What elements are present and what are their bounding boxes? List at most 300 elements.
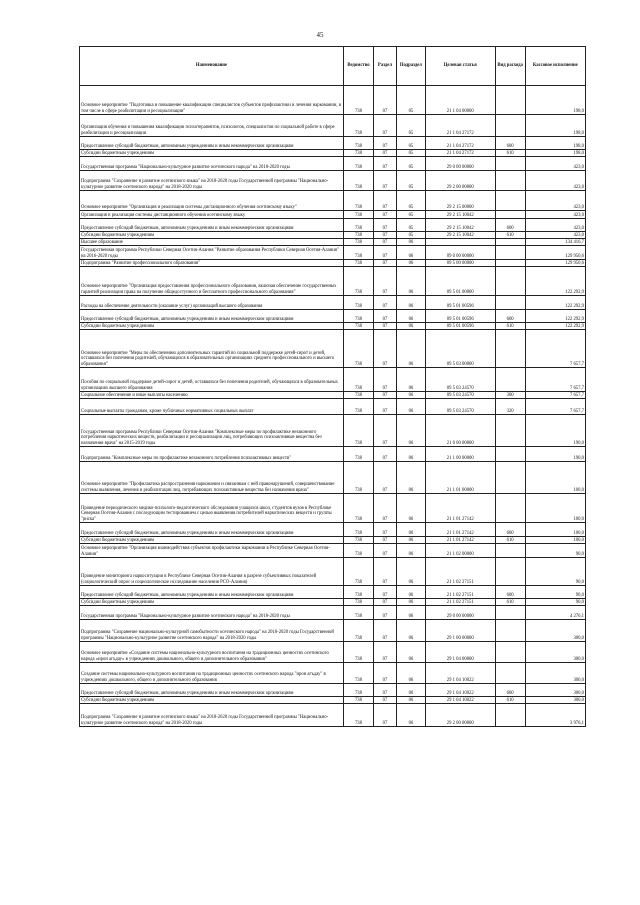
budget-table xyxy=(79,46,586,727)
cell-dept: 738 xyxy=(343,246,373,260)
cell-dept: 738 xyxy=(343,219,373,232)
cell-subsection: 06 xyxy=(396,606,425,620)
cell-amount: 7 657,7 xyxy=(525,368,585,392)
cell-name: Социальные выплаты гражданам, кроме публичных нормативных социальных выплат xyxy=(80,399,344,415)
cell-dept: 738 xyxy=(343,232,373,239)
table-row xyxy=(80,599,586,606)
table-row xyxy=(80,697,586,704)
cell-type: 610 xyxy=(495,232,525,239)
cell-dept: 738 xyxy=(343,663,373,684)
cell-subsection: 06 xyxy=(396,399,425,415)
cell-subsection: 06 xyxy=(396,620,425,642)
table-row xyxy=(80,663,586,684)
cell-target: 09 0 00 00000 xyxy=(425,246,495,260)
cell-type: 300 xyxy=(495,392,525,399)
cell-name: Подпрограмма "Сохранение национально-культурной самобытности осетинского народа" на 2018-2020 годы Государственной программы "Национально-культурное развитие осетинского народа" на 2018-2020 годы xyxy=(80,620,344,642)
cell-dept: 738 xyxy=(343,523,373,537)
cell-dept: 738 xyxy=(343,586,373,599)
cell-name: Организация обучения и повышения квалификации психотерапевтов, психологов, специалистов по социальной работе в сфере реабилитации и ресоциализации xyxy=(80,115,344,137)
header-type: Вид расхода xyxy=(495,47,525,86)
cell-dept: 738 xyxy=(343,537,373,544)
cell-section: 07 xyxy=(374,399,397,415)
cell-amount: 198,0 xyxy=(525,86,585,115)
cell-type xyxy=(495,171,525,191)
cell-section: 07 xyxy=(374,150,397,157)
table-row xyxy=(80,494,586,523)
cell-dept: 738 xyxy=(343,415,373,447)
cell-name: Основное мероприятие "Меры по обеспечению дополнительных гарантий по социальной поддержке детей-сирот и детей, оставшихся без попечения родителей, обучающихся в образовательных организациях среднего профессионального и высшего образования" xyxy=(80,330,344,368)
cell-name: Предоставление субсидий бюджетным, автономным учреждениям и иным некоммерческим организациям xyxy=(80,523,344,537)
table-row xyxy=(80,191,586,211)
cell-subsection: 06 xyxy=(396,523,425,537)
cell-dept: 738 xyxy=(343,115,373,137)
cell-target: 29 0 00 00000 xyxy=(425,157,495,171)
cell-type xyxy=(495,267,525,296)
cell-type: 600 xyxy=(495,586,525,599)
cell-dept: 738 xyxy=(343,447,373,462)
cell-target: 21 1 01 27142 xyxy=(425,537,495,544)
cell-section: 07 xyxy=(374,537,397,544)
cell-target: 29 1 00 00000 xyxy=(425,620,495,642)
cell-amount: 90,0 xyxy=(525,558,585,586)
cell-section: 07 xyxy=(374,663,397,684)
cell-name: Основное мероприятие "Подготовка и повышение квалификации специалистов субъектов профилактики и лечения наркомании, в том числе в сфере реабилитации и ресоциализации" xyxy=(80,86,344,115)
cell-name: Организация и реализация системы дистанционного обучения осетинскому языку xyxy=(80,211,344,219)
cell-section: 07 xyxy=(374,330,397,368)
cell-amount: 122 292,9 xyxy=(525,310,585,323)
cell-subsection: 06 xyxy=(396,558,425,586)
cell-subsection: 06 xyxy=(396,296,425,310)
cell-subsection: 05 xyxy=(396,171,425,191)
cell-target: 21 1 04 00000 xyxy=(425,86,495,115)
cell-subsection: 06 xyxy=(396,642,425,663)
cell-type: 610 xyxy=(495,323,525,330)
header-section: Раздел xyxy=(374,47,397,86)
cell-target: 21 1 01 27142 xyxy=(425,494,495,523)
cell-section: 07 xyxy=(374,260,397,267)
cell-target: 09 5 00 00000 xyxy=(425,260,495,267)
cell-subsection: 06 xyxy=(396,537,425,544)
header-target: Целевая статья xyxy=(425,47,495,86)
table-row xyxy=(80,115,586,137)
cell-subsection: 06 xyxy=(396,544,425,558)
cell-target: 21 1 04 27172 xyxy=(425,137,495,150)
cell-target: 09 5 01 00596 xyxy=(425,323,495,330)
cell-type xyxy=(495,447,525,462)
cell-section: 07 xyxy=(374,296,397,310)
cell-subsection: 06 xyxy=(396,260,425,267)
cell-section: 07 xyxy=(374,392,397,399)
cell-type: 600 xyxy=(495,684,525,697)
cell-dept: 738 xyxy=(343,620,373,642)
cell-type xyxy=(495,211,525,219)
table-row xyxy=(80,211,586,219)
cell-type: 320 xyxy=(495,399,525,415)
cell-amount: 190,0 xyxy=(525,415,585,447)
cell-name: Предоставление субсидий бюджетным, автономным учреждениям и иным некоммерческим организациям xyxy=(80,137,344,150)
cell-type: 610 xyxy=(495,537,525,544)
cell-amount: 90,0 xyxy=(525,586,585,599)
cell-subsection: 05 xyxy=(396,86,425,115)
cell-section: 07 xyxy=(374,219,397,232)
cell-type: 610 xyxy=(495,599,525,606)
cell-type xyxy=(495,415,525,447)
cell-amount: 7 657,7 xyxy=(525,392,585,399)
table-row xyxy=(80,150,586,157)
table-row xyxy=(80,330,586,368)
cell-dept: 738 xyxy=(343,211,373,219)
cell-amount: 423,0 xyxy=(525,171,585,191)
cell-amount: 300,0 xyxy=(525,684,585,697)
cell-amount: 134 416,7 xyxy=(525,239,585,246)
cell-section: 07 xyxy=(374,310,397,323)
cell-name: Подпрограмма "Комплексные меры по профилактике незаконного потребления психоактивных веществ" xyxy=(80,447,344,462)
cell-name: Подпрограмма "Развитие профессионального образования" xyxy=(80,260,344,267)
table-row xyxy=(80,642,586,663)
table-row xyxy=(80,537,586,544)
cell-type xyxy=(495,157,525,171)
cell-name: Основное мероприятие «Создание системы национально-культурного воспитания на традиционных ценностях осетинского народа «ирон агъдау» в учреждениях дошкольного, общего и дополнительного образования" xyxy=(80,642,344,663)
cell-section: 07 xyxy=(374,415,397,447)
cell-amount: 122 292,9 xyxy=(525,323,585,330)
cell-amount: 423,0 xyxy=(525,232,585,239)
cell-target: 09 5 03 00000 xyxy=(425,330,495,368)
cell-section: 07 xyxy=(374,157,397,171)
cell-target: 21 0 00 00000 xyxy=(425,415,495,447)
table-row xyxy=(80,447,586,462)
cell-dept: 738 xyxy=(343,494,373,523)
cell-section: 07 xyxy=(374,620,397,642)
cell-dept: 738 xyxy=(343,323,373,330)
cell-amount: 100,0 xyxy=(525,523,585,537)
table-row xyxy=(80,267,586,296)
cell-type xyxy=(495,544,525,558)
cell-subsection: 06 xyxy=(396,704,425,727)
cell-name: Государственная программа Республики Северная Осетия-Алания "Комплексные меры по профилактике незаконного потребления наркотических веществ, реабилитации и ресоциализации лиц, потребляющих психоактивные вещества без назначения врача" на 2015-2019 годы xyxy=(80,415,344,447)
table-row xyxy=(80,246,586,260)
cell-target: 09 5 01 00596 xyxy=(425,296,495,310)
cell-section: 07 xyxy=(374,599,397,606)
cell-target: 21 1 02 27151 xyxy=(425,558,495,586)
cell-target: 29 2 00 00000 xyxy=(425,171,495,191)
cell-type xyxy=(495,642,525,663)
cell-target: 21 1 02 00000 xyxy=(425,544,495,558)
header-dept: Ведомство xyxy=(343,47,373,86)
cell-amount: 122 292,9 xyxy=(525,267,585,296)
cell-name: Расходы на обеспечение деятельности (оказание услуг) организаций высшего образования xyxy=(80,296,344,310)
cell-target: 21 1 04 27172 xyxy=(425,115,495,137)
cell-name: Субсидии бюджетным учреждениям xyxy=(80,599,344,606)
cell-section: 07 xyxy=(374,558,397,586)
cell-type xyxy=(495,330,525,368)
cell-amount: 3 976,1 xyxy=(525,704,585,727)
table-row xyxy=(80,704,586,727)
table-row xyxy=(80,684,586,697)
cell-section: 07 xyxy=(374,697,397,704)
cell-target: 29 2 15 10042 xyxy=(425,219,495,232)
cell-target: 09 5 03 24570 xyxy=(425,368,495,392)
cell-target: 29 1 04 00000 xyxy=(425,642,495,663)
cell-subsection: 06 xyxy=(396,415,425,447)
cell-amount: 7 657,7 xyxy=(525,399,585,415)
cell-subsection: 06 xyxy=(396,494,425,523)
cell-name: Подпрограмма "Сохранение и развитие осетинского языка" на 2018-2020 годы Государственной программы "Национально-культурное развитие осетинского народа" на 2018-2020 годы xyxy=(80,704,344,727)
cell-target: 29 1 04 10022 xyxy=(425,663,495,684)
cell-subsection: 05 xyxy=(396,191,425,211)
cell-name: Проведение периодического медико-психолого-педагогического обследования учащихся школ, студентов вузов в Республике Северная Осетия-Алания с последующим тестированием с целью выявления потребителей наркотических веществ и группы "риска" xyxy=(80,494,344,523)
cell-amount: 7 657,7 xyxy=(525,330,585,368)
cell-type xyxy=(495,296,525,310)
cell-type xyxy=(495,620,525,642)
cell-type: 610 xyxy=(495,150,525,157)
cell-target: 29 1 04 10022 xyxy=(425,697,495,704)
table-row xyxy=(80,462,586,494)
cell-dept: 738 xyxy=(343,399,373,415)
cell-name: Субсидии бюджетным учреждениям xyxy=(80,232,344,239)
cell-dept: 738 xyxy=(343,606,373,620)
cell-target: 21 1 01 00000 xyxy=(425,462,495,494)
cell-section: 07 xyxy=(374,704,397,727)
cell-subsection: 06 xyxy=(396,330,425,368)
cell-dept: 738 xyxy=(343,599,373,606)
cell-type xyxy=(495,115,525,137)
cell-amount: 423,0 xyxy=(525,219,585,232)
cell-subsection: 05 xyxy=(396,137,425,150)
table-row xyxy=(80,232,586,239)
cell-amount: 129 950,6 xyxy=(525,246,585,260)
table-row xyxy=(80,399,586,415)
cell-type xyxy=(495,704,525,727)
cell-amount: 100,0 xyxy=(525,537,585,544)
cell-subsection: 05 xyxy=(396,211,425,219)
cell-dept: 738 xyxy=(343,260,373,267)
cell-name: Основное мероприятие "Профилактика распространения наркомании и связанным с ней правонарушений, совершенствование системы выявления, лечения и реабилитации лиц, потребляющих психоактивные вещества без назначения врача" xyxy=(80,462,344,494)
cell-dept: 738 xyxy=(343,171,373,191)
cell-name: Субсидии бюджетным учреждениям xyxy=(80,697,344,704)
cell-type xyxy=(495,246,525,260)
cell-name: Создание системы национально-культурного воспитания на традиционных ценностях осетинского народа "ирон агъдау" в учреждениях дошкольного, общего и дополнительного образования xyxy=(80,663,344,684)
cell-subsection: 05 xyxy=(396,115,425,137)
cell-section: 07 xyxy=(374,171,397,191)
cell-subsection: 06 xyxy=(396,368,425,392)
cell-target: 29 2 15 10042 xyxy=(425,232,495,239)
table-row xyxy=(80,620,586,642)
cell-target: 21 1 00 00000 xyxy=(425,447,495,462)
cell-section: 07 xyxy=(374,642,397,663)
cell-subsection: 05 xyxy=(396,150,425,157)
cell-amount: 198,0 xyxy=(525,150,585,157)
cell-name: Предоставление субсидий бюджетным, автономным учреждениям и иным некоммерческим организациям xyxy=(80,586,344,599)
cell-name: Государственная программа "Национально-культурное развитие осетинского народа" на 2018-2020 годы xyxy=(80,157,344,171)
cell-type xyxy=(495,606,525,620)
cell-subsection: 05 xyxy=(396,157,425,171)
cell-name: Предоставление субсидий бюджетным, автономным учреждениям и иным некоммерческим организациям xyxy=(80,684,344,697)
cell-name: Субсидии бюджетным учреждениям xyxy=(80,150,344,157)
cell-dept: 738 xyxy=(343,368,373,392)
cell-name: Предоставление субсидий бюджетным, автономным учреждениям и иным некоммерческим организациям xyxy=(80,310,344,323)
table-row xyxy=(80,171,586,191)
cell-amount: 300,0 xyxy=(525,663,585,684)
table-body xyxy=(80,86,586,727)
header-name: Наименование xyxy=(80,47,344,86)
cell-section: 07 xyxy=(374,239,397,246)
cell-subsection: 06 xyxy=(396,323,425,330)
cell-target: 29 2 15 10042 xyxy=(425,211,495,219)
cell-target: 09 5 03 24570 xyxy=(425,392,495,399)
cell-target: 21 1 02 27151 xyxy=(425,586,495,599)
cell-amount: 198,0 xyxy=(525,115,585,137)
cell-section: 07 xyxy=(374,137,397,150)
cell-section: 07 xyxy=(374,586,397,599)
table-row xyxy=(80,368,586,392)
cell-name: Государственная программа Республики Северная Осетия-Алания "Развитие образования Республики Северная Осетия-Алания" на 2016-2020 годы xyxy=(80,246,344,260)
cell-subsection: 06 xyxy=(396,586,425,599)
cell-section: 07 xyxy=(374,86,397,115)
cell-dept: 738 xyxy=(343,267,373,296)
cell-subsection: 06 xyxy=(396,246,425,260)
cell-name: Субсидии бюджетным учреждениям xyxy=(80,323,344,330)
cell-section: 07 xyxy=(374,267,397,296)
cell-type xyxy=(495,260,525,267)
cell-name: Предоставление субсидий бюджетным, автономным учреждениям и иным некоммерческим организациям xyxy=(80,219,344,232)
cell-type xyxy=(495,368,525,392)
cell-subsection: 06 xyxy=(396,239,425,246)
table-row xyxy=(80,415,586,447)
cell-amount: 90,0 xyxy=(525,544,585,558)
cell-section: 07 xyxy=(374,684,397,697)
cell-amount: 4 276,1 xyxy=(525,606,585,620)
cell-target: 29 2 15 00000 xyxy=(425,191,495,211)
cell-section: 07 xyxy=(374,191,397,211)
cell-dept: 738 xyxy=(343,310,373,323)
table-row xyxy=(80,219,586,232)
cell-amount: 300,0 xyxy=(525,620,585,642)
table-row xyxy=(80,157,586,171)
cell-target: 29 0 00 00000 xyxy=(425,606,495,620)
cell-amount: 300,0 xyxy=(525,697,585,704)
cell-target: 09 5 03 24570 xyxy=(425,399,495,415)
cell-name: Субсидии бюджетным учреждениям xyxy=(80,537,344,544)
cell-subsection: 06 xyxy=(396,599,425,606)
cell-dept: 738 xyxy=(343,697,373,704)
cell-dept: 738 xyxy=(343,239,373,246)
cell-subsection: 06 xyxy=(396,267,425,296)
cell-name: Основное мероприятие "Организация и реализация системы дистанционного обучения осетинскому языку" xyxy=(80,191,344,211)
cell-name: Пособия по социальной поддержке детей-сирот и детей, оставшихся без попечения родителей, обучающихся в образовательных организациях высшего образования xyxy=(80,368,344,392)
cell-section: 07 xyxy=(374,494,397,523)
cell-section: 07 xyxy=(374,115,397,137)
cell-target xyxy=(425,239,495,246)
cell-target: 09 5 01 00596 xyxy=(425,310,495,323)
cell-target: 21 1 01 27142 xyxy=(425,523,495,537)
cell-type: 600 xyxy=(495,310,525,323)
table-row xyxy=(80,323,586,330)
cell-type xyxy=(495,663,525,684)
cell-section: 07 xyxy=(374,462,397,494)
cell-section: 07 xyxy=(374,606,397,620)
header-subsection: Подраздел xyxy=(396,47,425,86)
table-row xyxy=(80,586,586,599)
cell-section: 07 xyxy=(374,523,397,537)
table-row xyxy=(80,260,586,267)
table-row xyxy=(80,392,586,399)
cell-subsection: 05 xyxy=(396,219,425,232)
table-row xyxy=(80,523,586,537)
table-row xyxy=(80,86,586,115)
cell-dept: 738 xyxy=(343,704,373,727)
cell-name: Проведение мониторинга наркоситуации в Республике Северная Осетия-Алания в разрезе субъективных показателей (социологический опрос и социологическое исследование населения РСО-Алания) xyxy=(80,558,344,586)
cell-dept: 738 xyxy=(343,330,373,368)
cell-section: 07 xyxy=(374,246,397,260)
page-number: 45 xyxy=(316,31,324,39)
cell-type xyxy=(495,239,525,246)
cell-amount: 198,0 xyxy=(525,137,585,150)
cell-subsection: 06 xyxy=(396,310,425,323)
cell-dept: 738 xyxy=(343,137,373,150)
cell-target: 29 2 00 00000 xyxy=(425,704,495,727)
cell-name: Подпрограмма "Сохранение и развитие осетинского языка" на 2018-2020 годы Государственной программы "Национально-культурное развитие осетинского народа" на 2018-2020 годы xyxy=(80,171,344,191)
cell-amount: 122 292,9 xyxy=(525,296,585,310)
cell-dept: 738 xyxy=(343,150,373,157)
table-header-row xyxy=(80,47,586,86)
table-row xyxy=(80,296,586,310)
cell-subsection: 06 xyxy=(396,447,425,462)
cell-type: 610 xyxy=(495,697,525,704)
cell-section: 07 xyxy=(374,211,397,219)
cell-type xyxy=(495,86,525,115)
cell-subsection: 06 xyxy=(396,684,425,697)
table-row xyxy=(80,558,586,586)
cell-type xyxy=(495,462,525,494)
cell-name: Основное мероприятие "Организация предоставления профессионального образования, включая обеспечение государственных гарантий реализации права на получение общедоступного и бесплатного профессионального образования" xyxy=(80,267,344,296)
table-row xyxy=(80,137,586,150)
cell-dept: 738 xyxy=(343,157,373,171)
cell-name: Государственная программа "Национально-культурное развитие осетинского народа" на 2018-2020 годы xyxy=(80,606,344,620)
table-row xyxy=(80,239,586,246)
cell-name: Основное мероприятие "Организация взаимодействия субъектов профилактики наркомании в Республике Северная Осетия-Алания" xyxy=(80,544,344,558)
cell-type: 600 xyxy=(495,137,525,150)
cell-dept: 738 xyxy=(343,191,373,211)
cell-subsection: 05 xyxy=(396,232,425,239)
cell-dept: 738 xyxy=(343,544,373,558)
cell-type xyxy=(495,558,525,586)
cell-section: 07 xyxy=(374,544,397,558)
cell-target: 21 1 04 27172 xyxy=(425,150,495,157)
cell-amount: 100,0 xyxy=(525,462,585,494)
cell-amount: 90,0 xyxy=(525,599,585,606)
cell-section: 07 xyxy=(374,323,397,330)
cell-type xyxy=(495,494,525,523)
cell-target: 29 1 04 10022 xyxy=(425,684,495,697)
cell-dept: 738 xyxy=(343,392,373,399)
header-amount: Кассовое исполнение xyxy=(525,47,585,86)
cell-target: 21 1 02 27151 xyxy=(425,599,495,606)
cell-section: 07 xyxy=(374,232,397,239)
cell-amount: 190,0 xyxy=(525,447,585,462)
table-row xyxy=(80,310,586,323)
cell-dept: 738 xyxy=(343,462,373,494)
cell-amount: 300,0 xyxy=(525,642,585,663)
cell-subsection: 06 xyxy=(396,697,425,704)
cell-section: 07 xyxy=(374,368,397,392)
cell-amount: 423,0 xyxy=(525,191,585,211)
cell-amount: 423,0 xyxy=(525,211,585,219)
cell-subsection: 06 xyxy=(396,663,425,684)
cell-type xyxy=(495,191,525,211)
cell-target: 09 5 01 00000 xyxy=(425,267,495,296)
table-row xyxy=(80,544,586,558)
cell-dept: 738 xyxy=(343,558,373,586)
